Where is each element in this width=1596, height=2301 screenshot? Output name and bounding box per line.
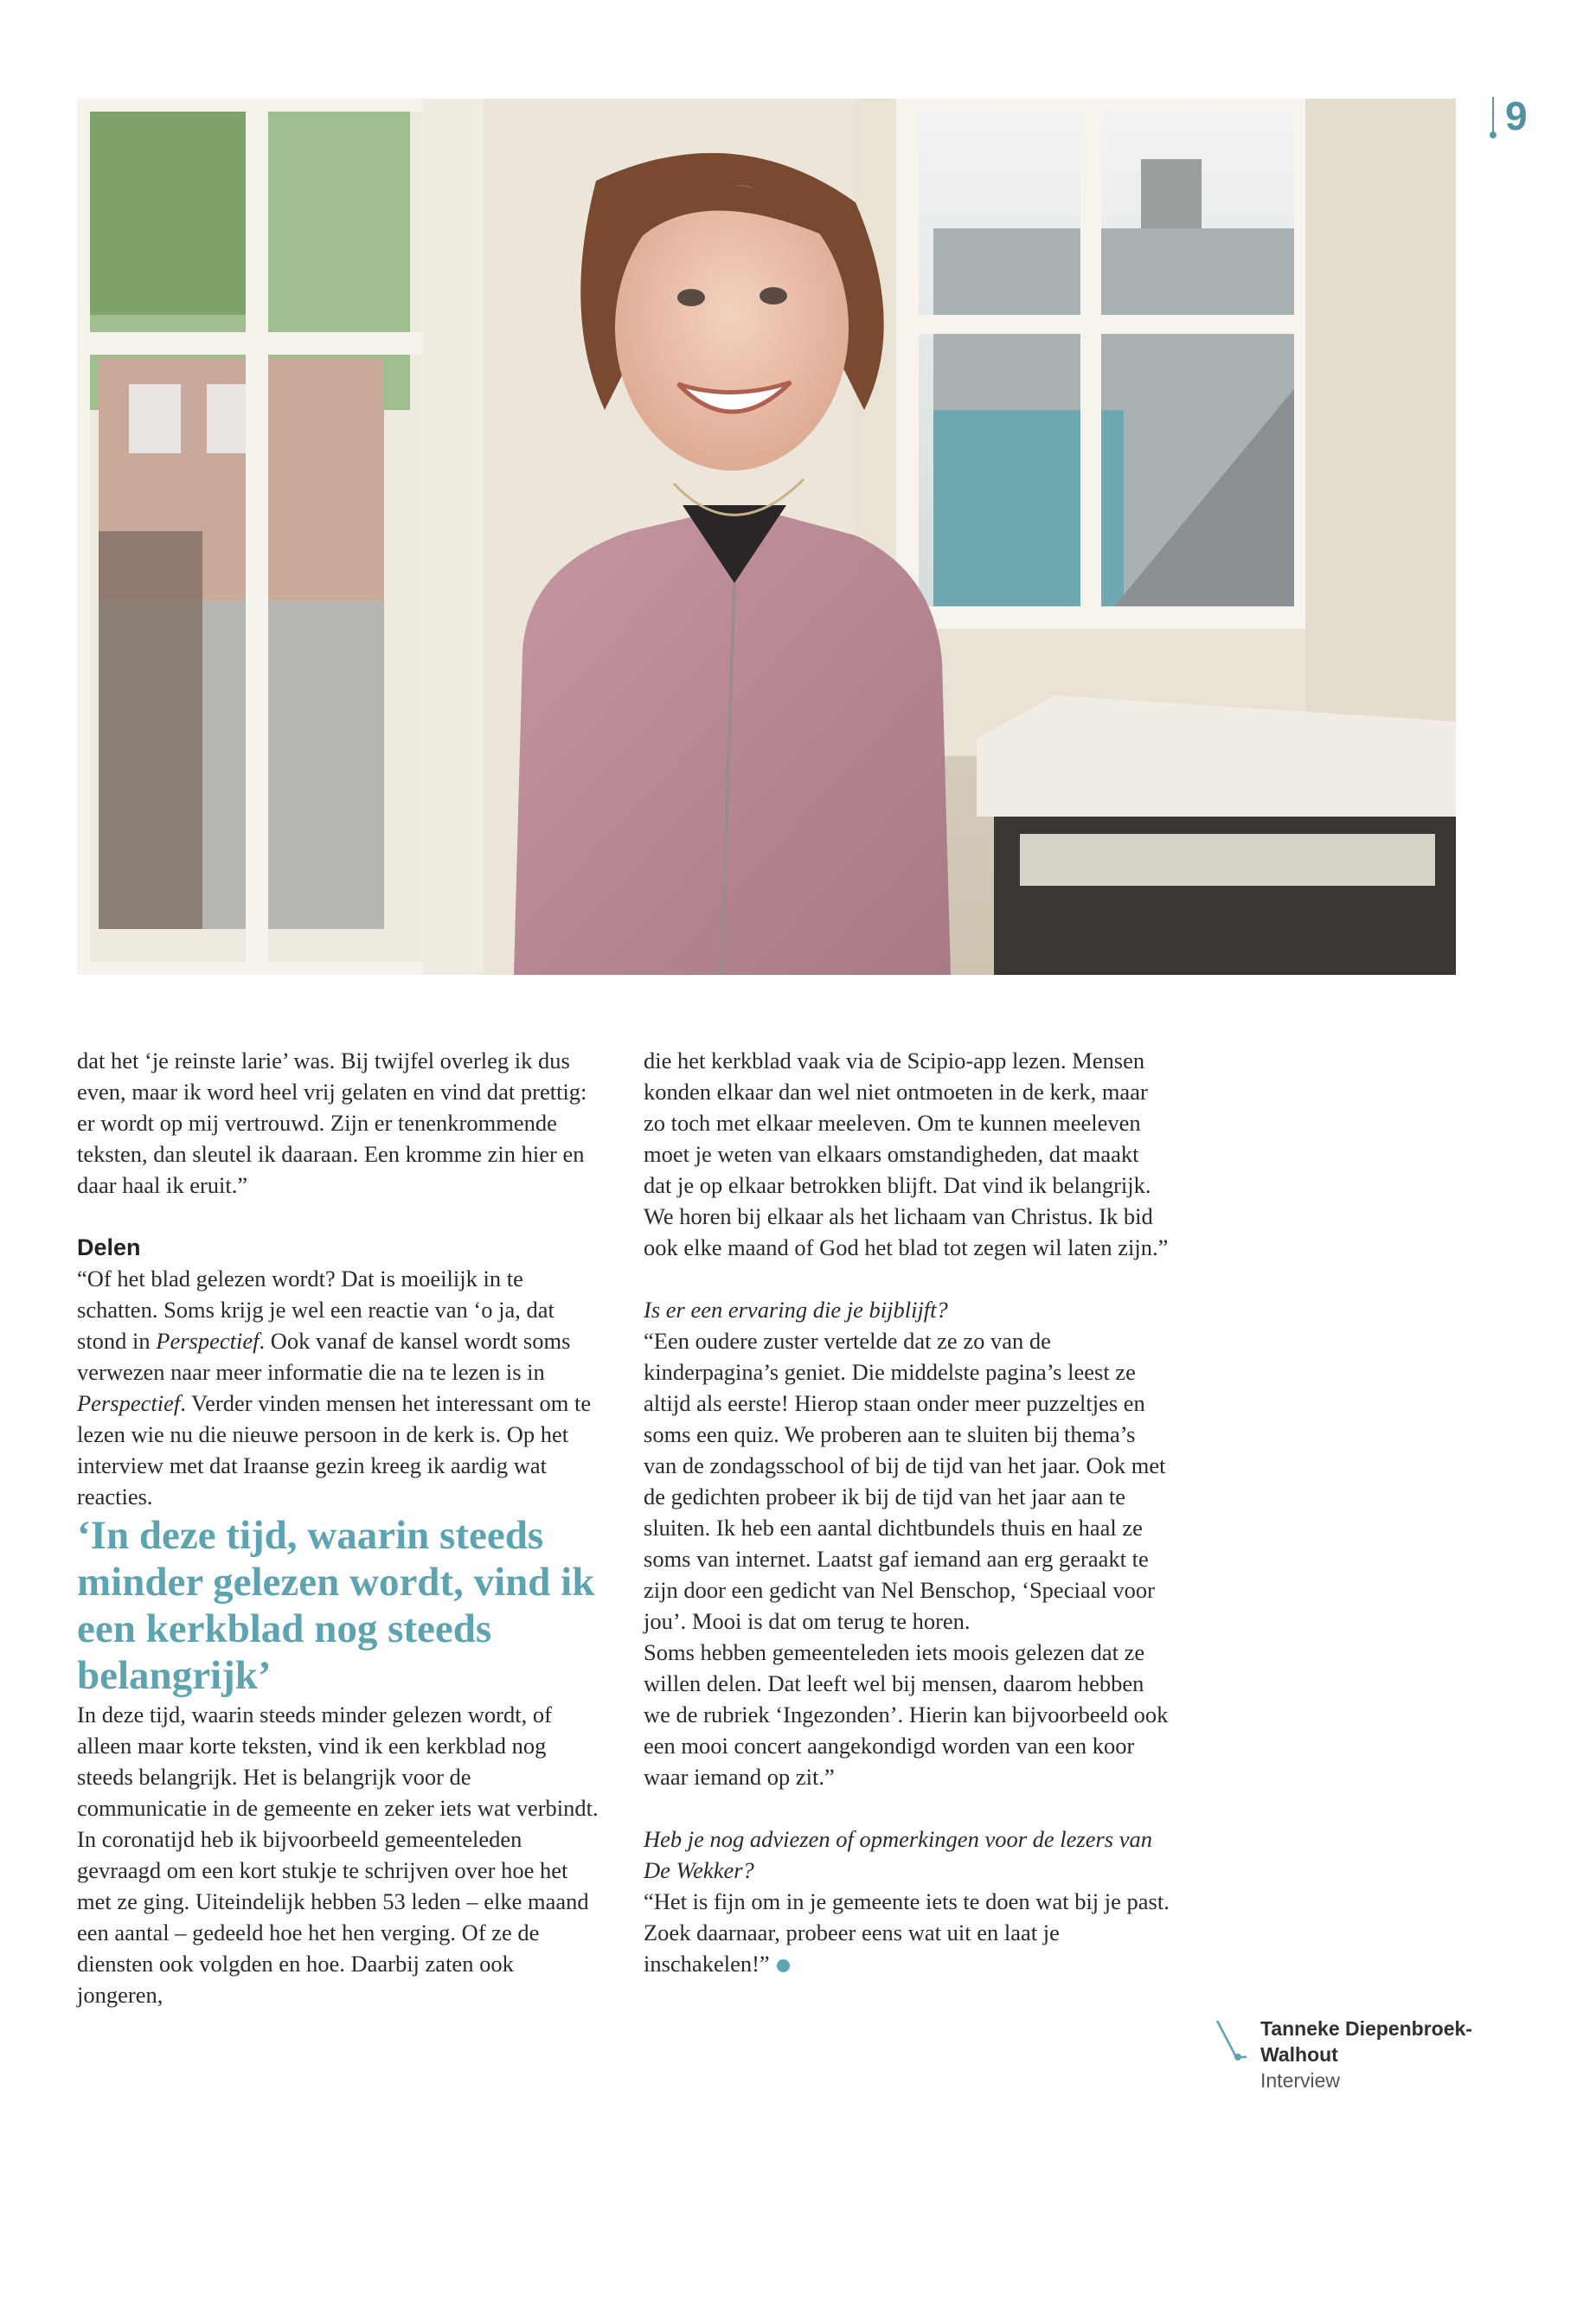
paragraph: “Een oudere zuster vertelde dat ze zo van de kinderpagina’s geniet. Die middelste pagina’s leest ze altijd als eerste! Hierop staan onder meer puzzeltjes en soms een quiz. We proberen aan te sluiten bij thema’s van de zondagsschool of bij de tijd van het jaar. Ook met de gedichten probeer ik bij de tijd van het jaar aan te sluiten. Ik heb een aantal dichtbundels thuis en haal ze soms van internet. Laatst gaf iemand aan erg geraakt te zijn door een gedicht van Nel Benschop, ‘Speciaal voor jou’. Mooi is dat om terug te horen. [644,1328,1166,1634]
portrait-photo [77,99,1456,975]
paragraph: dat het ‘je reinste larie’ was. Bij twijfel overleg ik dus even, maar ik word heel vrij gelaten en vind dat prettig: er wordt op mij vertrouwd. Zijn er tenenkrommende teksten, dan sleutel ik daaraan. Een kromme zin hier en daar haal ik eruit.” [77,1048,587,1198]
interview-question: Is er een ervaring die je bijblijft? [644,1297,948,1323]
paragraph: die het kerkblad vaak via de Scipio-app lezen. Mensen konden elkaar dan wel niet ontmoeten in de kerk, maar zo toch met elkaar meeleven. Om te kunnen meeleven moet je weten van elkaars omstandigheden, dat maakt dat je op elkaar betrokken blijft. Dat vind ik belangrijk. We horen bij elkaar als het lichaam van Christus. Ik bid ook elke maand of God het blad tot zegen wil laten zijn.” [644,1048,1169,1260]
page-number-value: 9 [1505,93,1528,138]
article-column-right [644,1045,1171,1979]
paragraph: “Of het blad gelezen wordt? Dat is moeilijk in te schatten. Soms krijg je wel een reactie van ‘o ja, dat stond in Perspectief. Ook vanaf de kansel wordt soms verwezen naar meer informatie die na te lezen is in Perspectief. Verder vinden mensen het interessant om te lezen wie nu die nieuwe persoon in de kerk is. Op het interview met dat Iraanse gezin kreeg ik aardig wat reacties. [77,1266,592,1509]
page-number [1490,93,1528,140]
author-name: Tanneke Diepenbroek-Walhout [1260,2017,1472,2066]
pull-quote: ‘In deze tijd, waarin steeds minder gelezen wordt, vind ik een kerkblad nog steeds belangrijk’ [77,1513,595,1698]
page-number-tick-icon [1490,97,1497,140]
end-mark-icon [777,1959,790,1972]
article-column-left [77,1045,605,2010]
author-credit [1214,2016,1494,2093]
paragraph: “Het is fijn om in je gemeente iets te doen wat bij je past. Zoek daarnaar, probeer eens wat uit en laat je inschakelen!” [644,1888,1170,1977]
pen-line-icon [1214,2016,1248,2067]
paragraph: Soms hebben gemeenteleden iets moois gelezen dat ze willen delen. Dat leeft wel bij mensen, daarom hebben we de rubriek ‘Ingezonden’. Hierin kan bijvoorbeeld ook een mooi concert aangekondigd worden van een koor waar iemand op zit.” [644,1639,1169,1790]
portrait-illustration [77,99,1456,975]
paragraph: In deze tijd, waarin steeds minder gelezen wordt, of alleen maar korte teksten, vind ik een kerkblad nog steeds belangrijk. Het is belangrijk voor de communicatie in de gemeente en zeker iets wat verbindt. In coronatijd heb ik bijvoorbeeld gemeenteleden gevraagd om een kort stukje te schrijven over hoe het met ze ging. Uiteindelijk hebben 53 leden – elke maand een aantal – gedeeld hoe het hen verging. Of ze de diensten ook volgden en hoe. Daarbij zaten ook jongeren, [77,1702,599,2008]
interview-question: Heb je nog adviezen of opmerkingen voor de lezers van De Wekker? [644,1826,1152,1883]
section-heading: Delen [77,1234,141,1260]
author-role: Interview [1260,2069,1341,2092]
